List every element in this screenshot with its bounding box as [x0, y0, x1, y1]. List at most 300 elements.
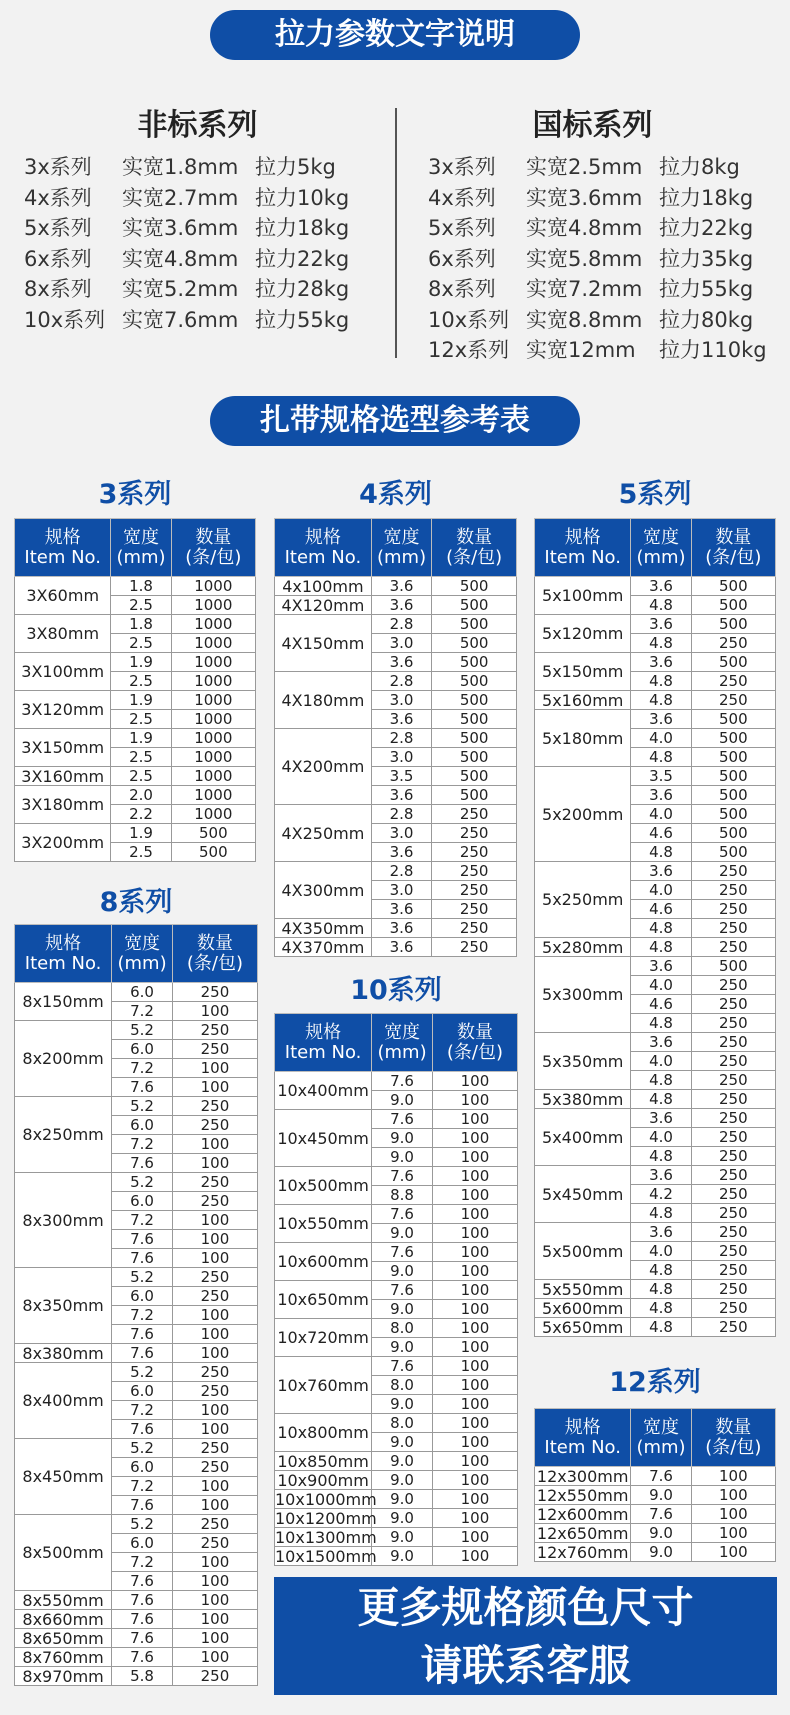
- width-cell: 4.8: [631, 1204, 691, 1223]
- national-standard-title: 国标系列: [532, 108, 653, 143]
- quantity-cell: 500: [691, 653, 775, 672]
- table-row: [15, 653, 256, 672]
- actual-width: 实宽2.7mm: [122, 185, 239, 210]
- series-8-table: [14, 924, 258, 1686]
- item-no-cell: 5x100mm: [535, 577, 631, 615]
- item-no-cell: 10x650mm: [275, 1281, 372, 1319]
- quantity-cell: 500: [432, 748, 517, 767]
- width-cell: 4.8: [631, 634, 691, 653]
- width-cell: 7.6: [112, 1230, 173, 1249]
- series-label: 10x系列: [24, 307, 106, 332]
- width-cell: 2.5: [111, 767, 171, 786]
- item-no-cell: 8x200mm: [15, 1021, 112, 1097]
- quantity-cell: 250: [691, 1033, 775, 1052]
- quantity-cell: 100: [172, 1249, 257, 1268]
- width-cell: 7.2: [112, 1401, 173, 1420]
- quantity-cell: 500: [691, 786, 775, 805]
- item-no-cell: 12x650mm: [535, 1524, 631, 1543]
- table-header-row: [535, 1409, 776, 1467]
- quantity-cell: 250: [172, 983, 257, 1002]
- quantity-cell: 250: [691, 881, 775, 900]
- quantity-cell: 500: [691, 729, 775, 748]
- quantity-cell: 100: [432, 1547, 517, 1566]
- width-cell: 9.0: [372, 1338, 433, 1357]
- item-no-cell: 4x100mm: [275, 577, 372, 596]
- item-no-cell: 12x550mm: [535, 1486, 631, 1505]
- table-row: [275, 1357, 518, 1376]
- non-standard-list: [24, 152, 349, 335]
- table-row: [275, 805, 517, 824]
- width-cell: 3.6: [371, 653, 432, 672]
- width-cell: 9.0: [372, 1224, 433, 1243]
- item-no-cell: 5x550mm: [535, 1280, 631, 1299]
- quantity-cell: 250: [172, 1439, 257, 1458]
- quantity-cell: 100: [172, 1154, 257, 1173]
- tensile-force: 拉力110kg: [659, 338, 767, 362]
- quantity-cell: 500: [432, 672, 517, 691]
- header-text: (mm): [636, 546, 686, 568]
- quantity-cell: 250: [691, 995, 775, 1014]
- quantity-cell: 500: [432, 729, 517, 748]
- quantity-cell: 100: [172, 1648, 257, 1667]
- quantity-cell: 250: [432, 919, 517, 938]
- width-cell: 9.0: [372, 1547, 433, 1566]
- table-row: [535, 653, 776, 672]
- width-cell: 7.6: [112, 1496, 173, 1515]
- quantity-cell: 500: [691, 767, 775, 786]
- quantity-cell: 250: [172, 1363, 257, 1382]
- item-no-cell: 10x1500mm: [275, 1546, 377, 1566]
- width-cell: 2.0: [111, 786, 171, 805]
- width-cell: 7.2: [112, 1059, 173, 1078]
- actual-width: 实宽1.8mm: [122, 155, 239, 179]
- quantity-cell: 100: [432, 1110, 517, 1129]
- width-cell: 3.6: [371, 919, 432, 938]
- series-12-table: [534, 1408, 776, 1562]
- quantity-cell: 100: [172, 1344, 257, 1363]
- quantity-cell: 1000: [171, 634, 255, 653]
- table-row: [535, 1543, 776, 1562]
- item-no-cell: 10x1000mm: [275, 1489, 377, 1509]
- width-cell: 4.0: [631, 1242, 691, 1261]
- width-cell: 7.6: [112, 1629, 173, 1648]
- table-row: [15, 824, 256, 843]
- param-line: [428, 152, 767, 183]
- quantity-cell: 500: [432, 615, 517, 634]
- width-cell: 4.0: [631, 1052, 691, 1071]
- param-line: [24, 152, 349, 183]
- contact-banner: [274, 1577, 777, 1695]
- actual-width: 实宽7.6mm: [122, 307, 239, 332]
- quantity-cell: 250: [172, 1097, 257, 1116]
- quantity-cell: 250: [691, 862, 775, 881]
- table-header-row: [15, 925, 258, 983]
- table-row: [275, 615, 517, 634]
- width-cell: 3.6: [371, 938, 432, 957]
- width-cell: 2.5: [111, 748, 171, 767]
- header-text: (条/包): [186, 952, 244, 974]
- width-cell: 9.0: [372, 1129, 433, 1148]
- series-label: 10x系列: [428, 307, 510, 332]
- quantity-cell: 100: [172, 1420, 257, 1439]
- table-row: [15, 1097, 258, 1116]
- quantity-cell: 250: [691, 691, 775, 710]
- table-row: [275, 1281, 518, 1300]
- quantity-cell: 500: [691, 615, 775, 634]
- quantity-cell: 500: [432, 634, 517, 653]
- width-cell: 4.8: [631, 938, 691, 957]
- width-cell: 2.8: [371, 729, 432, 748]
- quantity-cell: 100: [432, 1281, 517, 1300]
- width-cell: 9.0: [372, 1452, 433, 1471]
- series-label: 5x系列: [24, 216, 92, 240]
- header-text: 数量: [715, 1416, 752, 1438]
- item-no-cell: 3X180mm: [15, 786, 111, 824]
- quantity-cell: 500: [691, 710, 775, 729]
- table-row: [15, 729, 256, 748]
- quantity-cell: 250: [172, 1458, 257, 1477]
- header-text: 宽度: [384, 1021, 421, 1043]
- width-cell: 4.8: [631, 691, 691, 710]
- actual-width: 实宽5.8mm: [526, 246, 643, 271]
- item-no-cell: 5x380mm: [535, 1090, 631, 1109]
- quantity-cell: 500: [691, 805, 775, 824]
- header-text: 规格: [44, 526, 81, 548]
- item-no-cell: 10x850mm: [275, 1452, 372, 1471]
- quantity-cell: 100: [172, 1496, 257, 1515]
- header-quantity: [432, 1014, 517, 1072]
- section-title-tensile: 拉力参数文字说明: [210, 10, 580, 60]
- width-cell: 5.2: [112, 1268, 173, 1287]
- quantity-cell: 500: [691, 577, 775, 596]
- width-cell: 4.6: [631, 824, 691, 843]
- width-cell: 7.6: [372, 1243, 433, 1262]
- header-text: 数量: [196, 932, 233, 954]
- item-no-cell: 4X200mm: [275, 729, 372, 805]
- width-cell: 3.6: [371, 577, 432, 596]
- item-no-cell: 10x800mm: [275, 1414, 372, 1452]
- width-cell: 9.0: [372, 1091, 433, 1110]
- width-cell: 7.6: [372, 1072, 433, 1091]
- width-cell: 5.2: [112, 1515, 173, 1534]
- table-row: [275, 1547, 518, 1566]
- width-cell: 4.0: [631, 1128, 691, 1147]
- header-text: Item No.: [284, 1041, 362, 1063]
- item-no-cell: 10x550mm: [275, 1205, 372, 1243]
- width-cell: 4.8: [631, 672, 691, 691]
- width-cell: 5.2: [112, 1097, 173, 1116]
- section-title-spec-table: 扎带规格选型参考表: [210, 396, 580, 446]
- width-cell: 4.8: [631, 596, 691, 615]
- item-no-cell: 3X160mm: [15, 767, 111, 786]
- header-width: [111, 519, 171, 577]
- quantity-cell: 250: [691, 1052, 775, 1071]
- quantity-cell: 1000: [171, 596, 255, 615]
- header-width: [631, 519, 691, 577]
- width-cell: 2.8: [371, 615, 432, 634]
- quantity-cell: 250: [432, 843, 517, 862]
- quantity-cell: 100: [172, 1078, 257, 1097]
- table-row: [15, 691, 256, 710]
- width-cell: 4.8: [631, 843, 691, 862]
- width-cell: 1.9: [111, 729, 171, 748]
- header-text: (条/包): [446, 1041, 504, 1063]
- header-text: (mm): [636, 1436, 686, 1458]
- table-row: [275, 1072, 518, 1091]
- width-cell: 3.6: [631, 1166, 691, 1185]
- width-cell: 9.0: [372, 1433, 433, 1452]
- item-no-cell: 5x350mm: [535, 1033, 631, 1090]
- quantity-cell: 500: [432, 767, 517, 786]
- header-text: (mm): [116, 546, 166, 568]
- actual-width: 实宽8.8mm: [526, 307, 643, 332]
- width-cell: 7.6: [112, 1078, 173, 1097]
- item-no-cell: 5x600mm: [535, 1299, 631, 1318]
- table-row: [275, 1471, 518, 1490]
- table-row: [15, 1515, 258, 1534]
- width-cell: 6.0: [112, 1382, 173, 1401]
- quantity-cell: 250: [172, 1173, 257, 1192]
- quantity-cell: 100: [172, 1572, 257, 1591]
- param-line: [428, 183, 767, 214]
- header-text: (mm): [117, 952, 167, 974]
- table-header-row: [15, 519, 256, 577]
- series-4-title: 4系列: [359, 479, 432, 510]
- param-line: [24, 305, 349, 336]
- series-label: 6x系列: [428, 246, 496, 271]
- table-row: [535, 767, 776, 786]
- quantity-cell: 250: [432, 824, 517, 843]
- item-no-cell: 10x900mm: [275, 1471, 372, 1490]
- param-line: [24, 213, 349, 244]
- item-no-cell: 5x450mm: [535, 1166, 631, 1223]
- width-cell: 4.8: [631, 1014, 691, 1033]
- width-cell: 4.0: [631, 729, 691, 748]
- table-row: [535, 1524, 776, 1543]
- series-label: 4x系列: [24, 185, 92, 210]
- quantity-cell: 250: [172, 1534, 257, 1553]
- tensile-force: 拉力28kg: [255, 277, 350, 301]
- quantity-cell: 500: [691, 843, 775, 862]
- width-cell: 7.6: [112, 1591, 173, 1610]
- width-cell: 4.8: [631, 1299, 691, 1318]
- width-cell: 7.6: [372, 1357, 433, 1376]
- header-quantity: [691, 1409, 775, 1467]
- tensile-force: 拉力18kg: [255, 216, 350, 240]
- header-text: Item No.: [24, 546, 101, 568]
- table-header-row: [275, 519, 517, 577]
- table-row: [15, 1629, 258, 1648]
- table-row: [275, 1414, 518, 1433]
- national-standard-list: [428, 152, 767, 366]
- width-cell: 7.6: [112, 1154, 173, 1173]
- width-cell: 9.0: [372, 1509, 433, 1528]
- width-cell: 2.8: [371, 805, 432, 824]
- quantity-cell: 250: [691, 900, 775, 919]
- quantity-cell: 1000: [171, 805, 255, 824]
- actual-width: 实宽3.6mm: [122, 216, 239, 240]
- width-cell: 4.2: [631, 1185, 691, 1204]
- header-text: 宽度: [123, 526, 160, 548]
- table-row: [535, 710, 776, 729]
- item-no-cell: 5x180mm: [535, 710, 631, 767]
- table-row: [535, 1318, 776, 1337]
- series-8-title: 8系列: [99, 887, 173, 918]
- quantity-cell: 100: [172, 1002, 257, 1021]
- tensile-force: 拉力80kg: [659, 307, 754, 332]
- quantity-cell: 1000: [171, 748, 255, 767]
- width-cell: 3.6: [371, 710, 432, 729]
- header-text: 宽度: [643, 526, 680, 548]
- table-row: [15, 1268, 258, 1287]
- header-text: 宽度: [124, 932, 161, 954]
- width-cell: 6.0: [112, 1116, 173, 1135]
- quantity-cell: 100: [432, 1376, 517, 1395]
- quantity-cell: 250: [691, 1109, 775, 1128]
- header-quantity: [172, 925, 257, 983]
- width-cell: 3.6: [631, 1033, 691, 1052]
- quantity-cell: 250: [691, 1166, 775, 1185]
- width-cell: 3.6: [631, 710, 691, 729]
- item-no-cell: 8x550mm: [15, 1591, 112, 1610]
- width-cell: 8.0: [372, 1319, 433, 1338]
- series-label: 6x系列: [24, 246, 92, 271]
- header-text: 宽度: [643, 1416, 680, 1438]
- item-no-cell: 3X150mm: [15, 729, 111, 767]
- quantity-cell: 100: [691, 1543, 775, 1562]
- quantity-cell: 500: [691, 596, 775, 615]
- width-cell: 9.0: [372, 1471, 433, 1490]
- width-cell: 7.6: [372, 1167, 433, 1186]
- actual-width: 实宽2.5mm: [526, 155, 643, 179]
- series-label: 3x系列: [24, 155, 92, 179]
- item-no-cell: 5x500mm: [535, 1223, 631, 1280]
- param-line: [428, 335, 767, 366]
- table-row: [15, 1363, 258, 1382]
- table-row: [535, 1505, 776, 1524]
- table-row: [535, 1166, 776, 1185]
- table-row: [275, 577, 517, 596]
- quantity-cell: 100: [172, 1306, 257, 1325]
- quantity-cell: 100: [432, 1319, 517, 1338]
- item-no-cell: 3X80mm: [15, 615, 111, 653]
- width-cell: 7.2: [112, 1135, 173, 1154]
- item-no-cell: 5x280mm: [535, 938, 631, 957]
- width-cell: 3.5: [631, 767, 691, 786]
- quantity-cell: 100: [432, 1167, 517, 1186]
- header-text: Item No.: [544, 546, 621, 568]
- table-row: [535, 938, 776, 957]
- table-row: [535, 1090, 776, 1109]
- width-cell: 4.8: [631, 1280, 691, 1299]
- quantity-cell: 100: [432, 1148, 517, 1167]
- item-no-cell: 10x450mm: [275, 1110, 372, 1167]
- quantity-cell: 250: [691, 938, 775, 957]
- quantity-cell: 100: [432, 1395, 517, 1414]
- item-no-cell: 10x720mm: [275, 1319, 372, 1357]
- quantity-cell: 100: [432, 1091, 517, 1110]
- item-no-cell: 8x650mm: [15, 1629, 112, 1648]
- header-text: (mm): [377, 1041, 427, 1063]
- width-cell: 3.6: [631, 615, 691, 634]
- series-label: 12x系列: [428, 338, 510, 362]
- header-text: (条/包): [705, 546, 762, 568]
- tensile-force: 拉力10kg: [255, 185, 350, 210]
- table-row: [15, 1648, 258, 1667]
- header-item-no: [15, 519, 111, 577]
- series-label: 8x系列: [428, 277, 496, 301]
- width-cell: 2.2: [111, 805, 171, 824]
- item-no-cell: 12x300mm: [535, 1467, 631, 1486]
- width-cell: 4.8: [631, 919, 691, 938]
- table-row: [15, 1591, 258, 1610]
- table-row: [535, 1467, 776, 1486]
- header-text: 规格: [564, 1416, 601, 1438]
- header-quantity: [432, 519, 517, 577]
- quantity-cell: 100: [172, 1610, 257, 1629]
- item-no-cell: 5x250mm: [535, 862, 631, 938]
- item-no-cell: 3X120mm: [15, 691, 111, 729]
- width-cell: 7.6: [372, 1110, 433, 1129]
- width-cell: 7.6: [372, 1281, 433, 1300]
- item-no-cell: 8x660mm: [15, 1610, 112, 1629]
- series-label: 3x系列: [428, 155, 496, 179]
- series-label: 5x系列: [428, 216, 496, 240]
- quantity-cell: 100: [172, 1401, 257, 1420]
- width-cell: 5.2: [112, 1021, 173, 1040]
- quantity-cell: 250: [432, 938, 517, 957]
- quantity-cell: 100: [172, 1135, 257, 1154]
- series-5-title: 5系列: [618, 479, 692, 510]
- quantity-cell: 250: [691, 1242, 775, 1261]
- width-cell: 9.0: [372, 1300, 433, 1319]
- actual-width: 实宽5.2mm: [122, 277, 239, 301]
- width-cell: 7.6: [112, 1249, 173, 1268]
- width-cell: 9.0: [372, 1262, 433, 1281]
- quantity-cell: 100: [432, 1433, 517, 1452]
- table-row: [535, 1486, 776, 1505]
- quantity-cell: 100: [432, 1357, 517, 1376]
- header-width: [112, 925, 173, 983]
- table-row: [275, 1205, 518, 1224]
- width-cell: 4.8: [631, 1147, 691, 1166]
- table-row: [275, 919, 517, 938]
- item-no-cell: 4X250mm: [275, 805, 372, 862]
- quantity-cell: 500: [432, 577, 517, 596]
- width-cell: 1.8: [111, 577, 171, 596]
- actual-width: 实宽4.8mm: [122, 246, 239, 271]
- header-width: [631, 1409, 691, 1467]
- item-no-cell: 3X100mm: [15, 653, 111, 691]
- quantity-cell: 250: [172, 1515, 257, 1534]
- column-divider: [395, 108, 397, 358]
- width-cell: 7.2: [112, 1553, 173, 1572]
- width-cell: 6.0: [112, 1287, 173, 1306]
- quantity-cell: 100: [691, 1524, 775, 1543]
- banner-line-2: 请联系客服: [420, 1641, 631, 1690]
- item-no-cell: 10x1200mm: [275, 1508, 377, 1528]
- tensile-force: 拉力8kg: [659, 155, 740, 179]
- width-cell: 7.6: [112, 1648, 173, 1667]
- width-cell: 7.6: [112, 1420, 173, 1439]
- quantity-cell: 100: [172, 1230, 257, 1249]
- quantity-cell: 100: [432, 1300, 517, 1319]
- width-cell: 2.8: [371, 862, 432, 881]
- width-cell: 6.0: [112, 1192, 173, 1211]
- table-row: [15, 1344, 258, 1363]
- quantity-cell: 500: [691, 824, 775, 843]
- param-line: [24, 274, 349, 305]
